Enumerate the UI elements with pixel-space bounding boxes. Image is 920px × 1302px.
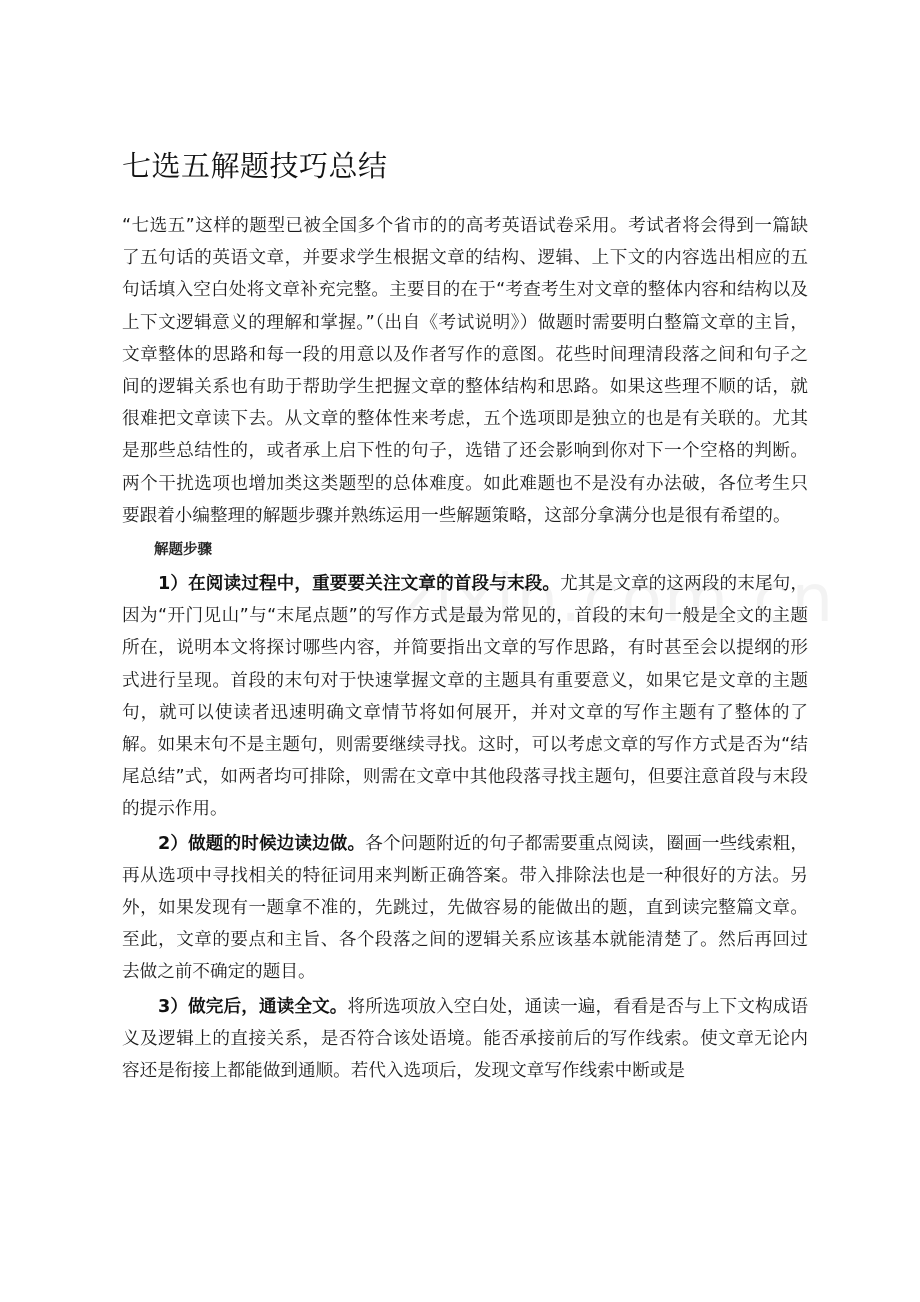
step-body: 各个问题附近的句子都需要重点阅读，圈画一些线索粗，再从选项中寻找相关的特征词用来判断正确答案。带入排除法也是一种很好的方法。另外，如果发现有一题拿不准的，先跳过，先做容易的能做出的题，直到读完整篇文章。至此，文章的要点和主旨、各个段落之间的逻辑关系应该基本就能清楚了。然后再回过去做之前不确定的题目。 [122,833,808,983]
step-lead: 3）做完后，通读全文。 [158,996,348,1017]
intro-paragraph: “七选五”这样的题型已被全国多个省市的的高考英语试卷采用。考试者将会得到一篇缺了五句话的英语文章，并要求学生根据文章的结构、逻辑、上下文的内容选出相应的五句话填入空白处将文章补充完整。主要目的在于“考查考生对文章的整体内容和结构以及上下文逻辑意义的理解和掌握。”（出自《考试说明》）做题时需要明白整篇文章的主旨，文章整体的思路和每一段的用意以及作者写作的意图。花些时间理清段落之间和句子之间的逻辑关系也有助于帮助学生把握文章的整体结构和思路。如果这些理不顺的话，就很难把文章读下去。从文章的整体性来考虑，五个选项即是独立的也是有关联的。尤其是那些总结性的，或者承上启下性的句子，选错了还会影响到你对下一个空格的判断。两个干扰选项也增加类这类题型的总体难度。如此难题也不是没有办法破，各位考生只要跟着小编整理的解题步骤并熟练运用一些解题策略，这部分拿满分也是很有希望的。 [122,216,808,526]
step-lead: 1）在阅读过程中，重要要关注文章的首段与末段。 [158,574,561,595]
step-body: 尤其是文章的这两段的末尾句，因为“开门见山”与“末尾点题”的写作方式是最为常见的，首段的末句一般是全文的主题所在，说明本文将探讨哪些内容，并简要指出文章的写作思路，有时甚至会以提纲的形式进行呈现。首段的末句对于快速掌握文章的主题具有重要意义，如果它是文章的主题句，就可以使读者迅速明确文章情节将如何展开，并对文章的写作主题有了整体的了解。如果末句不是主题句，则需要继续寻找。这时，可以考虑文章的写作方式是否为“结尾总结”式，如两者均可排除，则需在文章中其他段落寻找主题句，但要注意首段与末段的提示作用。 [122,574,808,820]
step-paragraph-3 [122,991,808,1088]
step-paragraph-1 [122,568,808,826]
steps-heading: 解题步骤 [154,542,212,559]
step-lead: 2）做题的时候边读边做。 [158,833,366,854]
step-body: 将所选项放入空白处，通读一遍，看看是否与上下文构成语义及逻辑上的直接关系，是否符合该处语境。能否承接前后的写作线索。使文章无论内容还是衔接上都能做到通顺。若代入选项后，发现文章写作线索中断或是 [122,996,808,1082]
document-title: 七选五解题技巧总结 [122,149,388,183]
document-body [122,146,808,1087]
step-paragraph-2 [122,828,808,989]
